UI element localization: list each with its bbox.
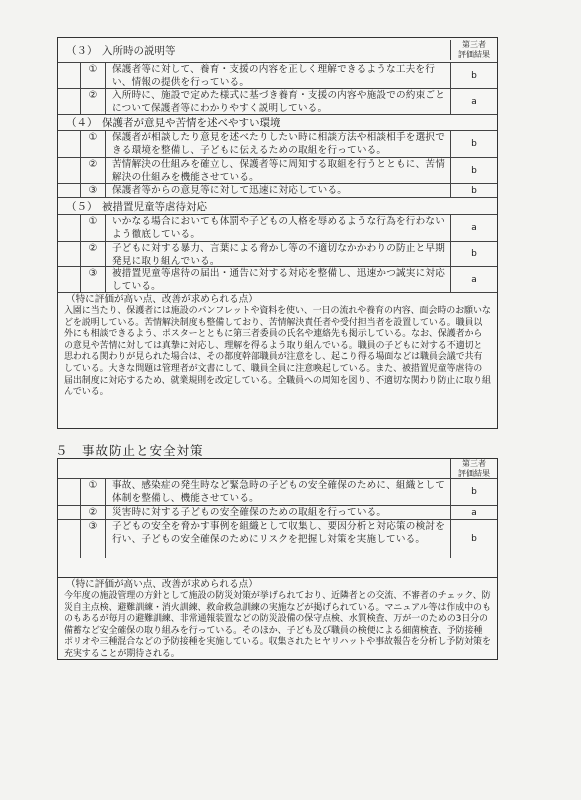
item-text: 保護者が相談したり意見を述べたりしたい時に相談方法や相談相手を選択できる環境を整備し、子どもに伝えるための取組を行っている。 xyxy=(112,132,445,156)
item-result: a xyxy=(450,89,497,114)
comment-box xyxy=(58,293,497,402)
section-header xyxy=(58,38,497,63)
item-result: b xyxy=(450,158,497,183)
evaluation-item xyxy=(58,89,497,115)
item-mark: ③ xyxy=(80,520,106,558)
item-result: b xyxy=(450,520,497,558)
evaluation-item xyxy=(58,520,497,558)
item-mark: ③ xyxy=(80,184,106,197)
item-text: 入所時に、施設で定めた様式に基づき養育・支援の内容や施設での約束ごとについて保護者等にわかりやすく説明している。 xyxy=(112,90,445,114)
section-heading: ５ 事故防止と安全対策 xyxy=(55,443,204,458)
section-number: （４） xyxy=(66,117,98,129)
item-text: 事故、感染症の発生時など緊急時の子どもの安全確保のために、組織として体制を整備し、機能させている。 xyxy=(112,480,445,504)
item-result: b xyxy=(450,479,497,505)
item-result: a xyxy=(450,267,497,292)
result-column-header: 第三者 評価結果 xyxy=(450,459,497,479)
result-header-row xyxy=(58,459,497,479)
section-number: （５） xyxy=(66,200,98,213)
item-mark: ② xyxy=(80,242,106,266)
section-header xyxy=(58,115,497,131)
section-title: 被措置児童等虐待対応 xyxy=(102,200,207,213)
item-mark: ② xyxy=(80,89,106,114)
item-text: 子どもに対する暴力、言葉による脅かし等の不適切なかかわりの防止と早期発見に取り組んでいる。 xyxy=(112,243,445,267)
comment-box-section5 xyxy=(57,578,498,660)
item-mark: ① xyxy=(80,479,106,505)
section-header xyxy=(58,198,497,215)
comment-box xyxy=(58,578,497,664)
section-number: （３） xyxy=(66,44,98,57)
item-mark: ② xyxy=(80,506,106,519)
evaluation-item xyxy=(58,479,497,506)
evaluation-item xyxy=(58,158,497,184)
item-text: 災害時に対する子どもの安全確保のための取組を行っている。 xyxy=(112,507,387,518)
item-result: a xyxy=(450,506,497,519)
section-title: 保護者が意見や苦情を述べやすい環境 xyxy=(102,117,281,129)
item-text: 保護者等からの意見等に対して迅速に対応している。 xyxy=(112,185,348,196)
item-mark: ① xyxy=(80,131,106,157)
comment-title: （特に評価が高い点、改善が求められる点） xyxy=(66,294,258,305)
comment-title: （特に評価が高い点、改善が求められる点） xyxy=(66,579,258,590)
evaluation-item xyxy=(58,506,497,520)
evaluation-item xyxy=(58,215,497,242)
item-text: 苦情解決の仕組みを確立し、保護者等に周知する取組を行うとともに、苦情解決の仕組みを機能させている。 xyxy=(112,159,445,183)
item-text: 子どもの安全を脅かす事例を組織として収集し、要因分析と対応策の検討を行い、子どもの安全確保のためにリスクを把握し対策を実施している。 xyxy=(112,521,445,545)
item-mark: ① xyxy=(80,215,106,241)
section-title: 入所時の説明等 xyxy=(102,44,176,57)
item-result: a xyxy=(450,215,497,241)
result-column-header: 第三者 評価結果 xyxy=(450,40,497,60)
evaluation-item xyxy=(58,63,497,89)
item-mark: ① xyxy=(80,63,106,88)
item-mark: ③ xyxy=(80,267,106,292)
evaluation-item xyxy=(58,267,497,293)
item-result: b xyxy=(450,242,497,266)
item-text: 保護者等に対して、養育・支援の内容を正しく理解できるような工夫を行い、情報の提供を行っている。 xyxy=(112,64,436,88)
item-result: b xyxy=(450,131,497,157)
comment-body: 入園に当たり、保護者には施設のパンフレットや資料を使い、一日の流れや養育の内容、面会時のお願いなどを説明している。苦情解決制度も整備しており、苦情解決責任者や受付担当者を設置している。職員以外にも相談できるよう、ポスターとともに第三者委員の氏名や連絡先も掲示している。なお、保護者からの意見や苦情に対しては真摯に対応し、理解を得るよう取り組んでいる。職員の子どもに対する不適切と思われる関わりが見られた場合は、その都度幹部職員が注意をし、起こり得る場面などは職員会議で共有している。大きな問題は管理者が文書にして、職員全員に注意喚起している。また、被措置児童等虐待の届出制度に対応するため、就業規則を改定している。全職員への周知を図り、不適切な関わり防止に取り組んでいる。 xyxy=(64,306,491,398)
evaluation-item xyxy=(58,131,497,158)
evaluation-item xyxy=(58,242,497,267)
evaluation-table-section5 xyxy=(57,458,498,578)
item-result: b xyxy=(450,63,497,88)
item-mark: ② xyxy=(80,158,106,183)
item-text: 被措置児童等虐待の届出・通告に対する対応を整備し、迅速かつ誠実に対応している。 xyxy=(112,268,445,292)
comment-body: 今年度の施設管理の方針として施設の防災対策が挙げられており、近隣者との交流、不審者のチェック、防災自主点検、避難訓練・消火訓練、救命救急訓練の実施などが掲げられている。マニュアル等は作成中のものもあるが毎月の避難訓練、非常通報装置などの防災設備の保守点検、水質検査、万が一のための3日分の備蓄など安全確保の取り組みを行っている。そのほか、子ども及び職員の検便による細菌検査、予防接種ポリオや三種混合などの予防接種を実施している。収集されたヒヤリハットや事故報告を分析し予防対策を充実することが期待される。 xyxy=(64,591,491,659)
evaluation-item xyxy=(58,184,497,198)
item-result: b xyxy=(450,184,497,197)
evaluation-table-section4 xyxy=(57,37,498,429)
item-text: いかなる場合においても体罰や子どもの人格を辱めるような行為を行わないよう徹底している。 xyxy=(112,216,445,240)
